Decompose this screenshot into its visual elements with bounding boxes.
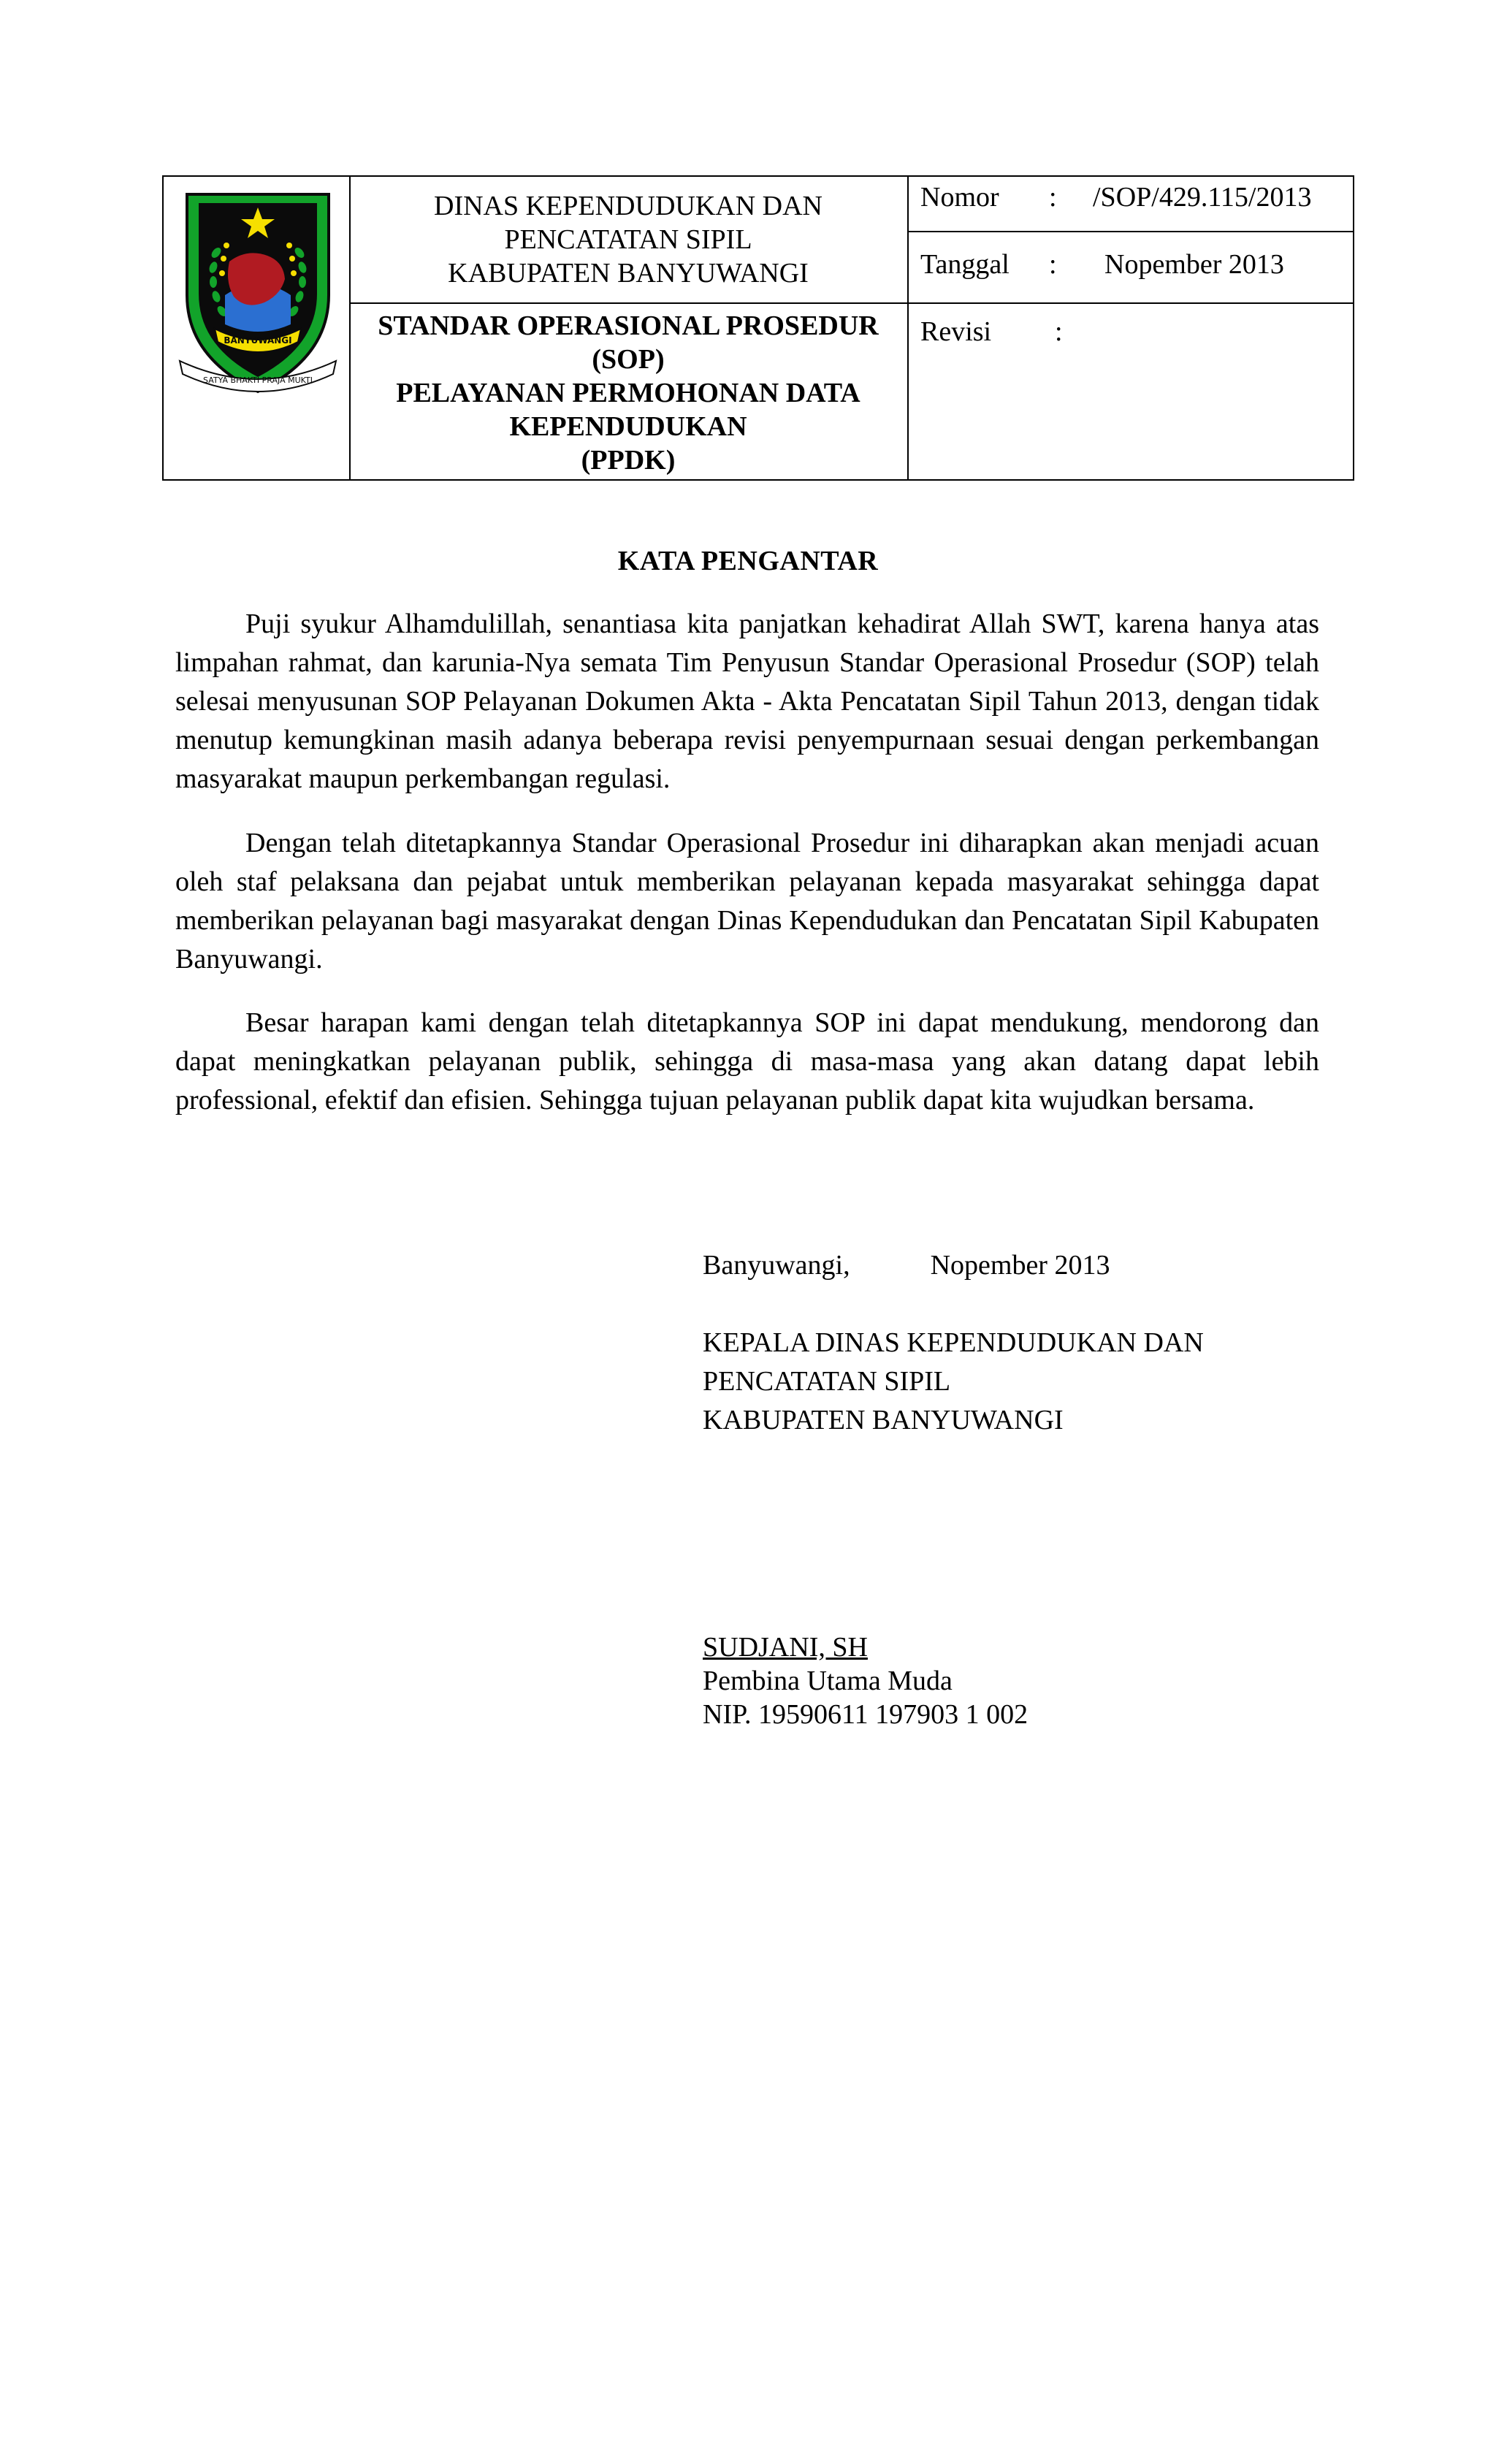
revisi-label: Revisi <box>920 316 992 347</box>
signatory-nip: NIP. 19590611 197903 1 002 <box>703 1699 1028 1730</box>
paragraph-3: Besar harapan kami dengan telah ditetapkannya SOP ini dapat mendukung, mendorong dan dapat meningkatkan pelayanan publik, sehingga di masa-masa yang akan datang dapat lebih professional, efektif dan efisien. Sehingga tujuan pelayanan publik dapat kita wujudkan bersama. <box>175 1007 1319 1115</box>
banyuwangi-logo <box>174 186 342 405</box>
position-line-1: KEPALA DINAS KEPENDUDUKAN DAN <box>703 1327 1204 1358</box>
revisi-separator: : <box>1055 316 1063 347</box>
signature-date: Nopember 2013 <box>930 1250 1110 1281</box>
tanggal-row <box>920 248 1284 281</box>
sop-title-line-1: STANDAR OPERASIONAL PROSEDUR <box>378 310 879 341</box>
signatory-name: SUDJANI, SH <box>703 1632 868 1663</box>
tanggal-label: Tanggal <box>920 249 1010 280</box>
sop-title-line-4: KEPENDUDUKAN <box>509 411 747 442</box>
sop-title-line-5: (PPDK) <box>581 445 676 476</box>
nomor-row <box>920 181 1311 213</box>
sop-title-line-3: PELAYANAN PERMOHONAN DATA <box>396 378 860 408</box>
banyuwangi-logo-graphic <box>174 186 342 405</box>
signatory-block <box>703 1630 1028 1731</box>
position-line-3: KABUPATEN BANYUWANGI <box>703 1405 1064 1435</box>
signature-place: Banyuwangi, <box>703 1250 850 1281</box>
sop-title-line-2: (SOP) <box>592 344 665 375</box>
signatory-rank: Pembina Utama Muda <box>703 1666 953 1696</box>
tanggal-separator: : <box>1049 249 1057 280</box>
signature-position <box>703 1324 1204 1440</box>
paragraph-2: Dengan telah ditetapkannya Standar Operasional Prosedur ini diharapkan akan menjadi acuan oleh staf pelaksana dan pejabat untuk memberikan pelayanan kepada masyarakat sehingga dapat memberikan pelayanan bagi masyarakat dengan Dinas Kependudukan dan Pencatatan Sipil Kabupaten Banyuwangi. <box>175 828 1319 974</box>
sop-title <box>351 305 906 481</box>
nomor-label: Nomor <box>920 182 999 213</box>
row-divider-meta <box>907 231 1353 232</box>
position-line-2: PENCATATAN SIPIL <box>703 1366 951 1397</box>
revisi-row <box>920 316 1099 348</box>
agency-line-2: PENCATATAN SIPIL <box>504 224 752 255</box>
section-heading: KATA PENGANTAR <box>617 546 879 576</box>
column-divider-meta <box>907 177 909 479</box>
sop-header-table <box>162 175 1354 481</box>
nomor-value: /SOP/429.115/2013 <box>1093 182 1312 213</box>
paragraph-1: Puji syukur Alhamdulillah, senantiasa kita panjatkan kehadirat Allah SWT, karena hanya atas limpahan rahmat, dan karunia-Nya semata Tim Penyusun Standar Operasional Prosedur (SOP) telah selesai menyusunan SOP Pelayanan Dokumen Akta - Akta Pencatatan Sipil Tahun 2013, dengan tidak menutup kemungkinan masih adanya beberapa revisi penyempurnaan sesuai dengan perkembangan masyarakat maupun perkembangan regulasi. <box>175 609 1319 794</box>
nomor-separator: : <box>1049 182 1057 213</box>
svg-text:BANYUWANGI: BANYUWANGI <box>224 335 292 346</box>
agency-line-3: KABUPATEN BANYUWANGI <box>448 258 809 289</box>
agency-line-1: DINAS KEPENDUDUKAN DAN <box>434 191 823 221</box>
row-divider-main <box>349 302 1353 304</box>
svg-text:SATYA BHAKTI PRAJA MUKTI: SATYA BHAKTI PRAJA MUKTI <box>203 375 313 385</box>
agency-name <box>351 177 906 302</box>
signature-place-date <box>703 1246 1110 1285</box>
tanggal-value: Nopember 2013 <box>1104 249 1284 280</box>
